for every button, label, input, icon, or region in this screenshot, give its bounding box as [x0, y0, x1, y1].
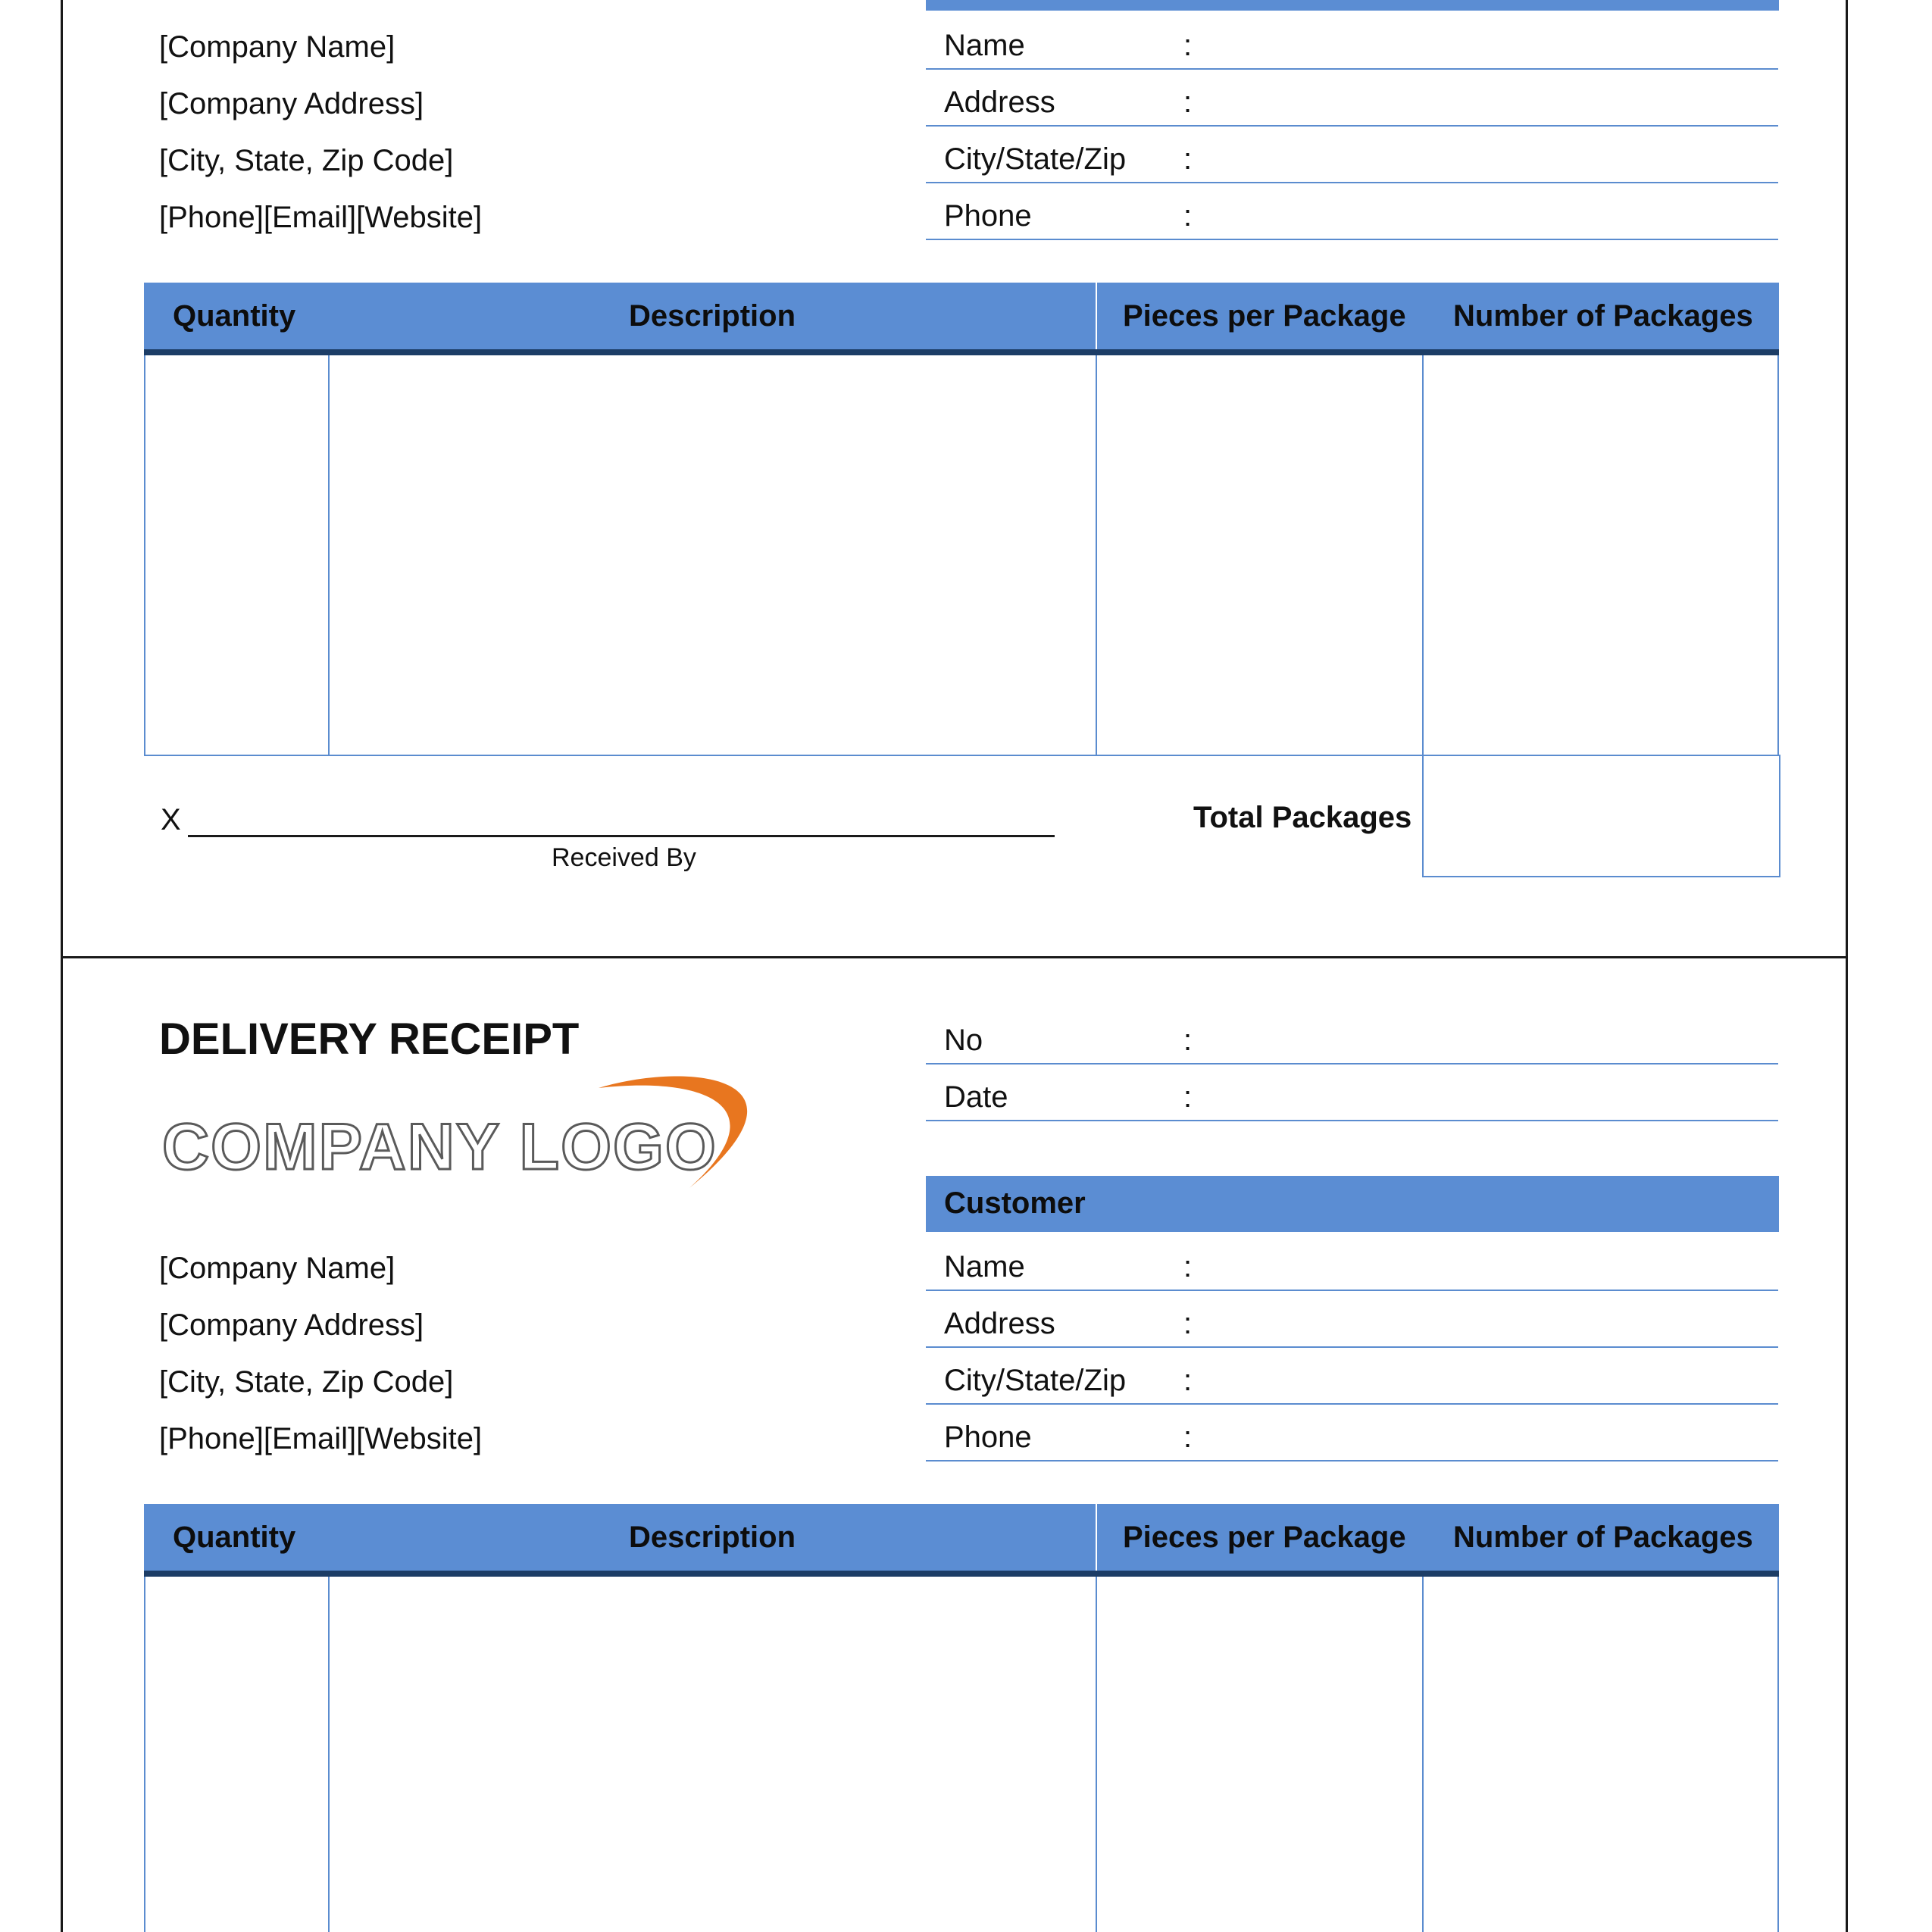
items-table-header	[144, 1504, 1779, 1577]
column-description: Description	[629, 299, 796, 333]
received-by-label: Received By	[552, 843, 696, 872]
column-pieces-per-package: Pieces per Package	[1123, 1521, 1406, 1554]
page-border-right	[1846, 0, 1848, 1932]
customer-name-field[interactable]	[926, 1233, 1778, 1291]
customer-header: Customer	[944, 1186, 1086, 1220]
column-quantity: Quantity	[173, 299, 296, 333]
table-right-border	[1777, 355, 1779, 756]
company-contact: [Phone][Email][Website]	[159, 1422, 483, 1455]
table-col-divider	[328, 355, 330, 756]
company-address: [Company Address]	[159, 87, 424, 120]
company-city: [City, State, Zip Code]	[159, 144, 454, 177]
receipt-title: DELIVERY RECEIPT	[159, 1014, 580, 1064]
table-col-divider	[1096, 355, 1097, 756]
table-col-divider	[328, 1577, 330, 1932]
customer-header-bar-top	[926, 0, 1779, 11]
company-contact: [Phone][Email][Website]	[159, 201, 483, 234]
field-label: No	[944, 1024, 983, 1057]
table-col-divider	[1422, 355, 1424, 756]
field-colon: :	[1183, 29, 1193, 62]
customer-city-field[interactable]	[926, 1347, 1778, 1405]
section-divider	[61, 956, 1848, 958]
company-city: [City, State, Zip Code]	[159, 1365, 454, 1399]
table-left-border	[144, 1577, 145, 1932]
field-label: City/State/Zip	[944, 1364, 1127, 1397]
table-right-border	[1777, 1577, 1779, 1932]
field-label: Phone	[944, 199, 1032, 233]
field-colon: :	[1183, 1421, 1193, 1454]
table-col-divider	[1422, 1577, 1424, 1932]
customer-address-field[interactable]	[926, 1290, 1778, 1348]
signature-x: X	[161, 803, 181, 836]
table-left-border	[144, 355, 145, 756]
column-pieces-per-package: Pieces per Package	[1123, 299, 1406, 333]
company-address: [Company Address]	[159, 1308, 424, 1342]
company-name: [Company Name]	[159, 1252, 395, 1285]
field-label: Address	[944, 1307, 1055, 1340]
customer-header-bar	[926, 1176, 1779, 1232]
items-table	[144, 1504, 1779, 1932]
receipt-date-field[interactable]	[926, 1064, 1778, 1121]
items-table-top	[144, 283, 1779, 756]
page-border-left	[61, 0, 63, 1932]
field-colon: :	[1183, 1307, 1193, 1340]
customer-phone-field[interactable]	[926, 183, 1778, 240]
field-label: Date	[944, 1080, 1008, 1114]
signature-line[interactable]	[188, 835, 1055, 837]
field-colon: :	[1183, 1080, 1193, 1114]
field-label: Name	[944, 29, 1025, 62]
logo-text: COMPANY LOGO	[162, 1111, 717, 1183]
total-packages-label: Total Packages	[1193, 801, 1412, 834]
receipt-no-field[interactable]	[926, 1007, 1778, 1064]
table-col-divider	[1096, 1577, 1097, 1932]
field-colon: :	[1183, 142, 1193, 176]
column-quantity: Quantity	[173, 1521, 296, 1554]
field-label: City/State/Zip	[944, 142, 1127, 176]
column-description: Description	[629, 1521, 796, 1554]
customer-address-field[interactable]	[926, 69, 1778, 127]
column-number-of-packages: Number of Packages	[1453, 1521, 1753, 1554]
items-table-header	[144, 283, 1779, 355]
field-colon: :	[1183, 86, 1193, 119]
header-divider	[1096, 283, 1097, 349]
field-colon: :	[1183, 199, 1193, 233]
customer-city-field[interactable]	[926, 126, 1778, 183]
field-label: Phone	[944, 1421, 1032, 1454]
total-packages-box[interactable]	[1422, 755, 1780, 877]
customer-name-field[interactable]	[926, 12, 1778, 70]
field-colon: :	[1183, 1364, 1193, 1397]
column-number-of-packages: Number of Packages	[1453, 299, 1753, 333]
field-label: Address	[944, 86, 1055, 119]
header-divider	[1096, 1504, 1097, 1571]
company-name: [Company Name]	[159, 30, 395, 64]
company-logo	[159, 1061, 780, 1197]
customer-phone-field[interactable]	[926, 1404, 1778, 1462]
field-label: Name	[944, 1250, 1025, 1283]
field-colon: :	[1183, 1250, 1193, 1283]
field-colon: :	[1183, 1024, 1193, 1057]
